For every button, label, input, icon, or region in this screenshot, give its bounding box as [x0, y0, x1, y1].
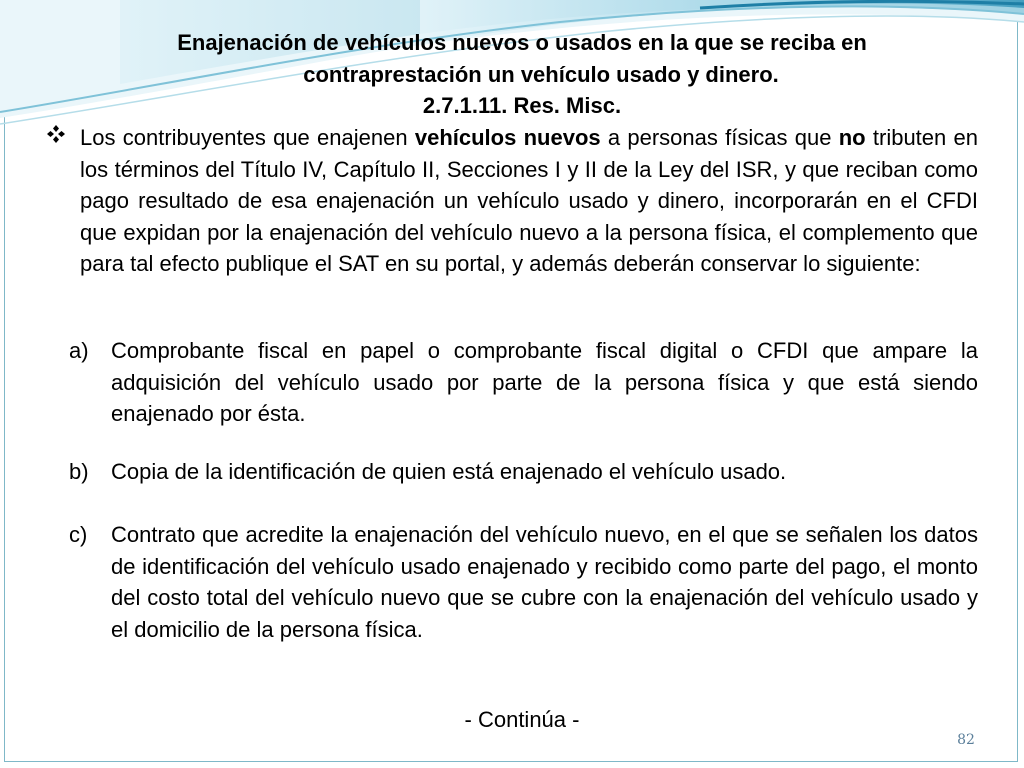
list-item-text-c: Contrato que acredite la enajenación del vehículo nuevo, en el que se señalen los datos de identificación del vehículo usado enajenado y recibido como parte del pago, el monto del costo total del vehículo nuevo que se cubre con la enajenación del vehículo usado y el domicilio de la persona física.	[111, 522, 978, 642]
list-item-letter-a: a)	[69, 338, 89, 363]
intro-text-3: tributen en los términos del Título IV, Capítulo II, Secciones I y II de la Ley del ISR, y que reciban como pago resultado de esa enajenación un vehículo usado y dinero, incorporarán en el CFDI que expidan por la enajenación del vehículo nuevo a la persona física, el complemento que para tal efecto publique el SAT en su portal, y además deberán conservar lo siguiente:	[80, 125, 978, 277]
intro-text-1: Los contribuyentes que enajenen	[80, 125, 415, 150]
slide-title-line-2: contraprestación un vehículo usado y dinero.	[303, 62, 779, 87]
continues-label: - Continúa -	[464, 707, 580, 732]
intro-bold-no: no	[838, 125, 866, 150]
intro-text-2: a personas físicas que	[600, 125, 839, 150]
intro-bold-vehiculos-nuevos: vehículos nuevos	[414, 125, 601, 150]
list-item-letter-c: c)	[69, 522, 88, 547]
four-diamond-bullet-icon	[46, 124, 66, 144]
list-item-text-a: Comprobante fiscal en papel o comprobante fiscal digital o CFDI que ampare la adquisición del vehículo usado por parte de la persona física y que está siendo enajenado por ésta.	[111, 338, 978, 427]
intro-paragraph	[80, 122, 978, 280]
list-item-text-b: Copia de la identificación de quien está enajenado el vehículo usado.	[111, 459, 787, 484]
page-number: 82	[957, 732, 975, 748]
rule-reference: 2.7.1.11. Res. Misc.	[422, 93, 622, 118]
list-item-letter-b: b)	[69, 459, 89, 484]
slide-title-line-1: Enajenación de vehículos nuevos o usados en la que se reciba en	[177, 30, 867, 55]
